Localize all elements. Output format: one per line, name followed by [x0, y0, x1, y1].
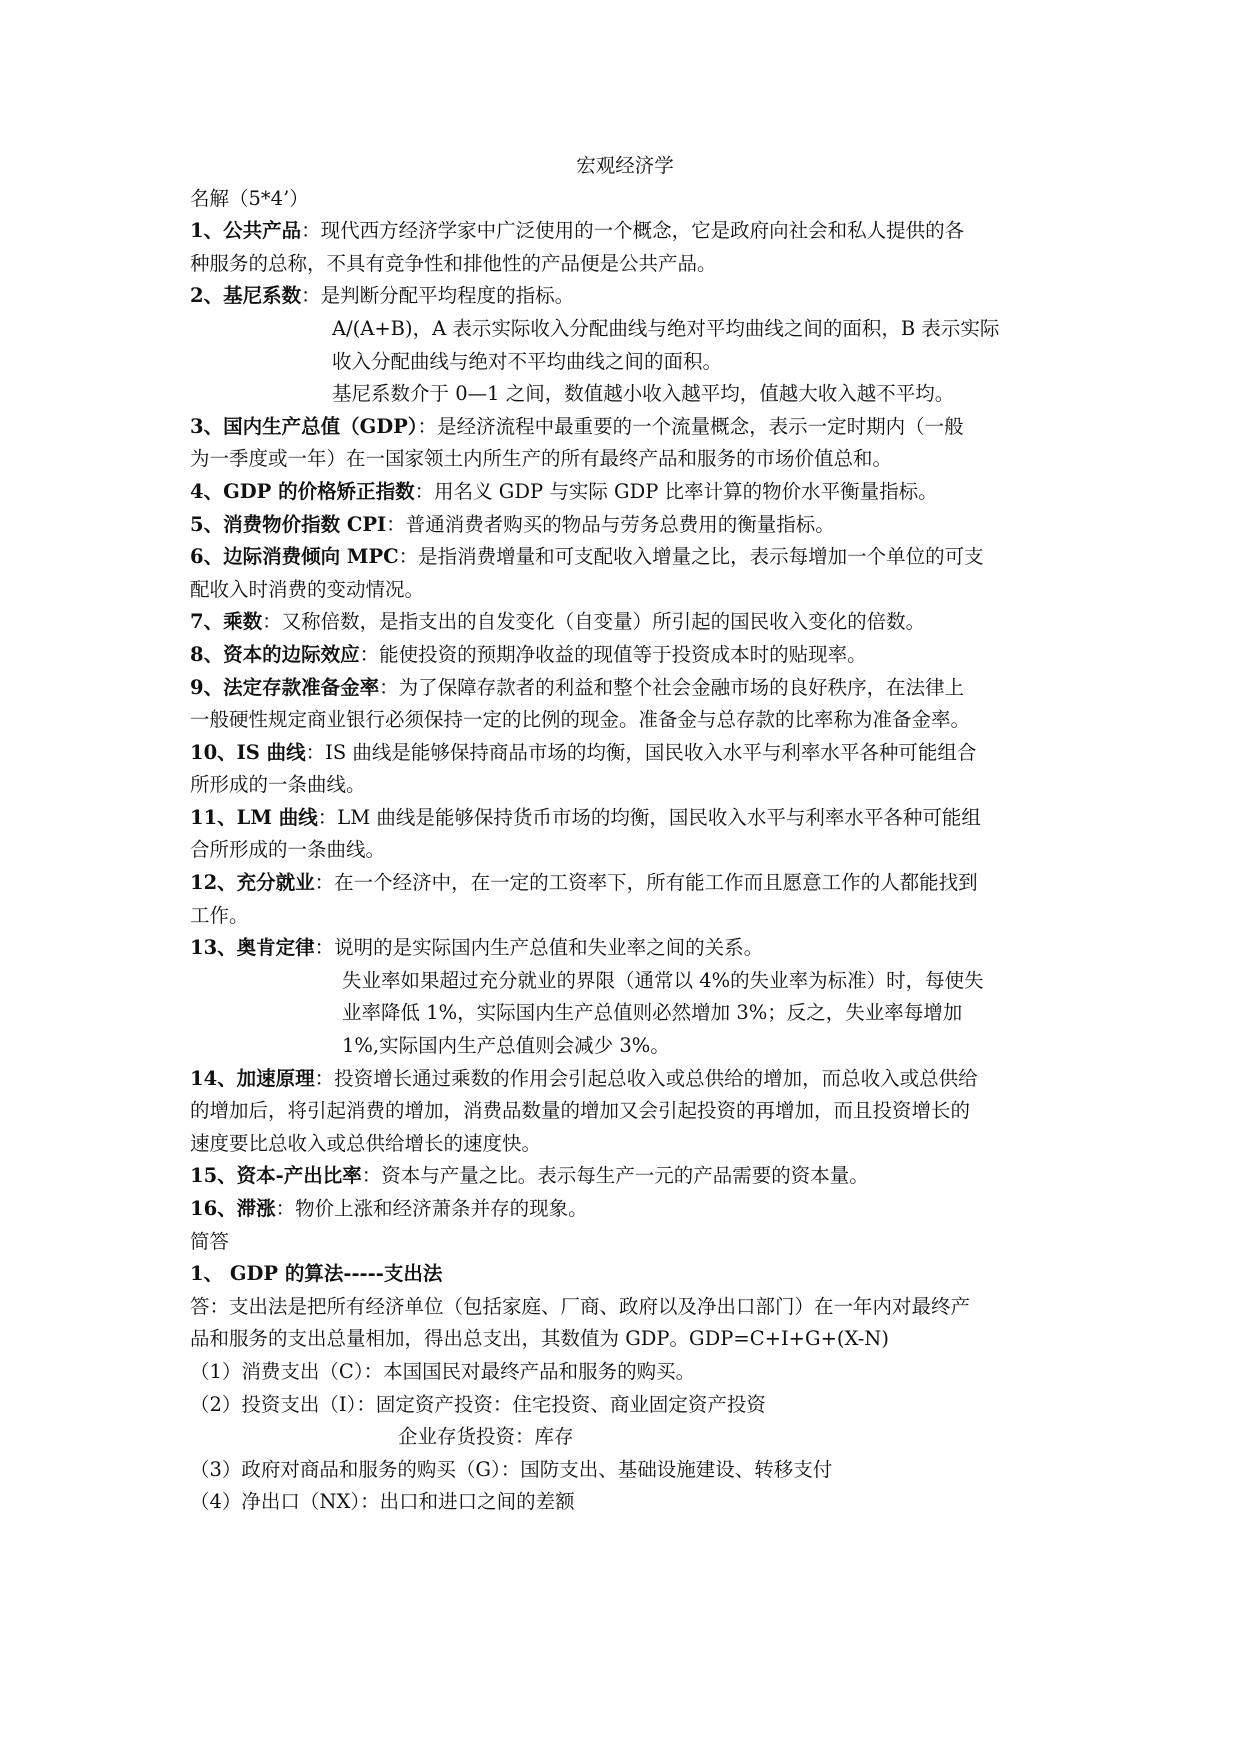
- section-heading-short-answer: 简答: [190, 1229, 230, 1253]
- definition-text-line: 基尼系数介于 0—1 之间，数值越小收入越平均，值越大收入越不平均。: [332, 382, 955, 406]
- definition-item: 1、公共产品：现代西方经济学家中广泛使用的一个概念，它是政府向社会和私人提供的各: [190, 219, 965, 243]
- definition-text: 又称倍数，是指支出的自发变化（自变量）所引起的国民收入变化的倍数。: [281, 610, 926, 634]
- definition-term: 10、IS 曲线: [190, 740, 306, 764]
- definition-text-line: 的增加后，将引起消费的增加，消费品数量的增加又会引起投资的再增加，而且投资增长的: [190, 1099, 971, 1123]
- definition-text: 投资增长通过乘数的作用会引起总收入或总供给的增加，而总收入或总供给: [334, 1066, 978, 1090]
- definition-term: 16、滞涨: [190, 1197, 276, 1220]
- definition-text: 是经济流程中最重要的一个流量概念，表示一定时期内（一般: [437, 414, 964, 438]
- definition-text-line: 业率降低 1%，实际国内生产总值则必然增加 3%；反之，失业率每增加: [342, 1001, 963, 1025]
- definition-text-line: 工作。: [190, 903, 249, 927]
- definition-text: 能使投资的预期净收益的现值等于投资成本时的贴现率。: [379, 642, 867, 666]
- answer-list-item: （4）净出口（NX）：出口和进口之间的差额: [190, 1490, 575, 1514]
- definition-text-line: 收入分配曲线与绝对不平均曲线之间的面积。: [332, 349, 723, 373]
- definition-text-line: 种服务的总称，不具有竞争性和排他性的产品便是公共产品。: [190, 251, 717, 275]
- answer-text-line: 答：支出法是把所有经济单位（包括家庭、厂商、政府以及净出口部门）在一年内对最终产: [190, 1294, 971, 1318]
- definition-item: 9、法定存款准备金率：为了保障存款者的利益和整个社会金融市场的良好秩序，在法律上: [190, 675, 965, 699]
- definition-item: 12、充分就业：在一个经济中，在一定的工资率下，所有能工作而且愿意工作的人都能找到: [190, 871, 978, 895]
- question-heading: 1、 GDP 的算法-----支出法: [190, 1262, 443, 1286]
- definition-term: 7、乘数: [190, 610, 263, 634]
- document-content: [190, 150, 1060, 1519]
- definition-text-line: 1%,实际国内生产总值则会减少 3%。: [342, 1034, 670, 1058]
- definition-text: 是指消费增量和可支配收入增量之比，表示每增加一个单位的可支: [418, 545, 984, 569]
- definition-text-line: 为一季度或一年）在一国家领土内所生产的所有最终产品和服务的市场价值总和。: [190, 447, 893, 471]
- answer-list-item: （3）政府对商品和服务的购买（G）：国防支出、基础设施建设、转移支付: [190, 1457, 833, 1481]
- definition-term: 14、加速原理: [190, 1066, 315, 1090]
- definition-term: 11、LM 曲线: [190, 805, 318, 829]
- definition-text-line: 速度要比总收入或总供给增长的速度快。: [190, 1131, 542, 1155]
- answer-list-item: 企业存货投资：库存: [398, 1425, 574, 1449]
- definition-item: 2、基尼系数：是判断分配平均程度的指标。: [190, 284, 575, 308]
- section-heading-definitions: 名解（5*4’）: [190, 186, 309, 210]
- definition-text: 是判断分配平均程度的指标。: [320, 284, 575, 308]
- definition-term: 13、奥肯定律: [190, 936, 315, 960]
- answer-list-item: （1）消费支出（C）：本国国民对最终产品和服务的购买。: [190, 1359, 696, 1383]
- definition-text-line: A/(A+B)，A 表示实际收入分配曲线与绝对平均曲线之间的面积，B 表示实际: [332, 316, 1000, 340]
- definition-item: 5、消费物价指数 CPI：普通消费者购买的物品与劳务总费用的衡量指标。: [190, 512, 835, 536]
- definition-term: 1、公共产品: [190, 219, 302, 243]
- definition-text-line: 合所形成的一条曲线。: [190, 838, 386, 862]
- definition-text: 普通消费者购买的物品与劳务总费用的衡量指标。: [405, 512, 835, 536]
- definition-text-line: 失业率如果超过充分就业的界限（通常以 4%的失业率为标准）时，每使失: [342, 968, 984, 992]
- definition-item: 3、国内生产总值（GDP）：是经济流程中最重要的一个流量概念，表示一定时期内（一般: [190, 414, 964, 438]
- definition-item: 8、资本的边际效应：能使投资的预期净收益的现值等于投资成本时的贴现率。: [190, 642, 867, 666]
- document-title: 宏观经济学: [576, 154, 674, 177]
- definition-term: 8、资本的边际效应: [190, 642, 360, 666]
- definition-term: 12、充分就业: [190, 871, 315, 895]
- answer-list-item: （2）投资支出（I）：固定资产投资：住宅投资、商业固定资产投资: [190, 1392, 766, 1416]
- definition-item: 16、滞涨：物价上涨和经济萧条并存的现象。: [190, 1197, 588, 1220]
- definition-text: 资本与产量之比。表示每生产一元的产品需要的资本量。: [381, 1164, 869, 1188]
- definition-item: 15、资本-产出比率：资本与产量之比。表示每生产一元的产品需要的资本量。: [190, 1164, 869, 1188]
- definition-term: 6、边际消费倾向 MPC: [190, 545, 399, 569]
- definition-item: 4、GDP 的价格矫正指数：用名义 GDP 与实际 GDP 比率计算的物价水平衡量指标。: [190, 479, 938, 503]
- definition-term: 9、法定存款准备金率: [190, 675, 380, 699]
- definition-term: 4、GDP 的价格矫正指数: [190, 479, 415, 503]
- definition-text: 为了保障存款者的利益和整个社会金融市场的良好秩序，在法律上: [398, 675, 965, 699]
- definition-item: 11、LM 曲线：LM 曲线是能够保持货币市场的均衡，国民收入水平与利率水平各种可能组: [190, 805, 981, 829]
- definition-text: 在一个经济中，在一定的工资率下，所有能工作而且愿意工作的人都能找到: [334, 871, 978, 895]
- definition-item: 14、加速原理：投资增长通过乘数的作用会引起总收入或总供给的增加，而总收入或总供给: [190, 1066, 978, 1090]
- definition-text: IS 曲线是能够保持商品市场的均衡，国民收入水平与利率水平各种可能组合: [325, 740, 977, 764]
- definition-text: 物价上涨和经济萧条并存的现象。: [295, 1197, 588, 1220]
- definition-item: 6、边际消费倾向 MPC：是指消费增量和可支配收入增量之比，表示每增加一个单位的可支: [190, 545, 984, 569]
- definition-item: 10、IS 曲线：IS 曲线是能够保持商品市场的均衡，国民收入水平与利率水平各种可能组合: [190, 740, 977, 764]
- definition-term: 15、资本-产出比率: [190, 1164, 362, 1188]
- definition-text: 用名义 GDP 与实际 GDP 比率计算的物价水平衡量指标。: [434, 479, 938, 503]
- definition-term: 3、国内生产总值（GDP）: [190, 414, 418, 438]
- definition-term: 2、基尼系数: [190, 284, 302, 308]
- answer-text-line: 品和服务的支出总量相加，得出总支出，其数值为 GDP。GDP=C+I+G+(X-N): [190, 1327, 889, 1351]
- definition-term: 5、消费物价指数 CPI: [190, 512, 387, 536]
- definition-text: LM 曲线是能够保持货币市场的均衡，国民收入水平与利率水平各种可能组: [337, 805, 981, 829]
- definition-text-line: 配收入时消费的变动情况。: [190, 577, 425, 601]
- definition-item: 13、奥肯定律：说明的是实际国内生产总值和失业率之间的关系。: [190, 936, 764, 960]
- definition-text: 说明的是实际国内生产总值和失业率之间的关系。: [334, 936, 764, 960]
- definition-text: 现代西方经济学家中广泛使用的一个概念，它是政府向社会和私人提供的各: [320, 219, 965, 243]
- definition-text-line: 一般硬性规定商业银行必须保持一定的比例的现金。准备金与总存款的比率称为准备金率。: [190, 708, 971, 732]
- definition-item: 7、乘数：又称倍数，是指支出的自发变化（自变量）所引起的国民收入变化的倍数。: [190, 610, 926, 634]
- definition-text-line: 所形成的一条曲线。: [190, 773, 366, 797]
